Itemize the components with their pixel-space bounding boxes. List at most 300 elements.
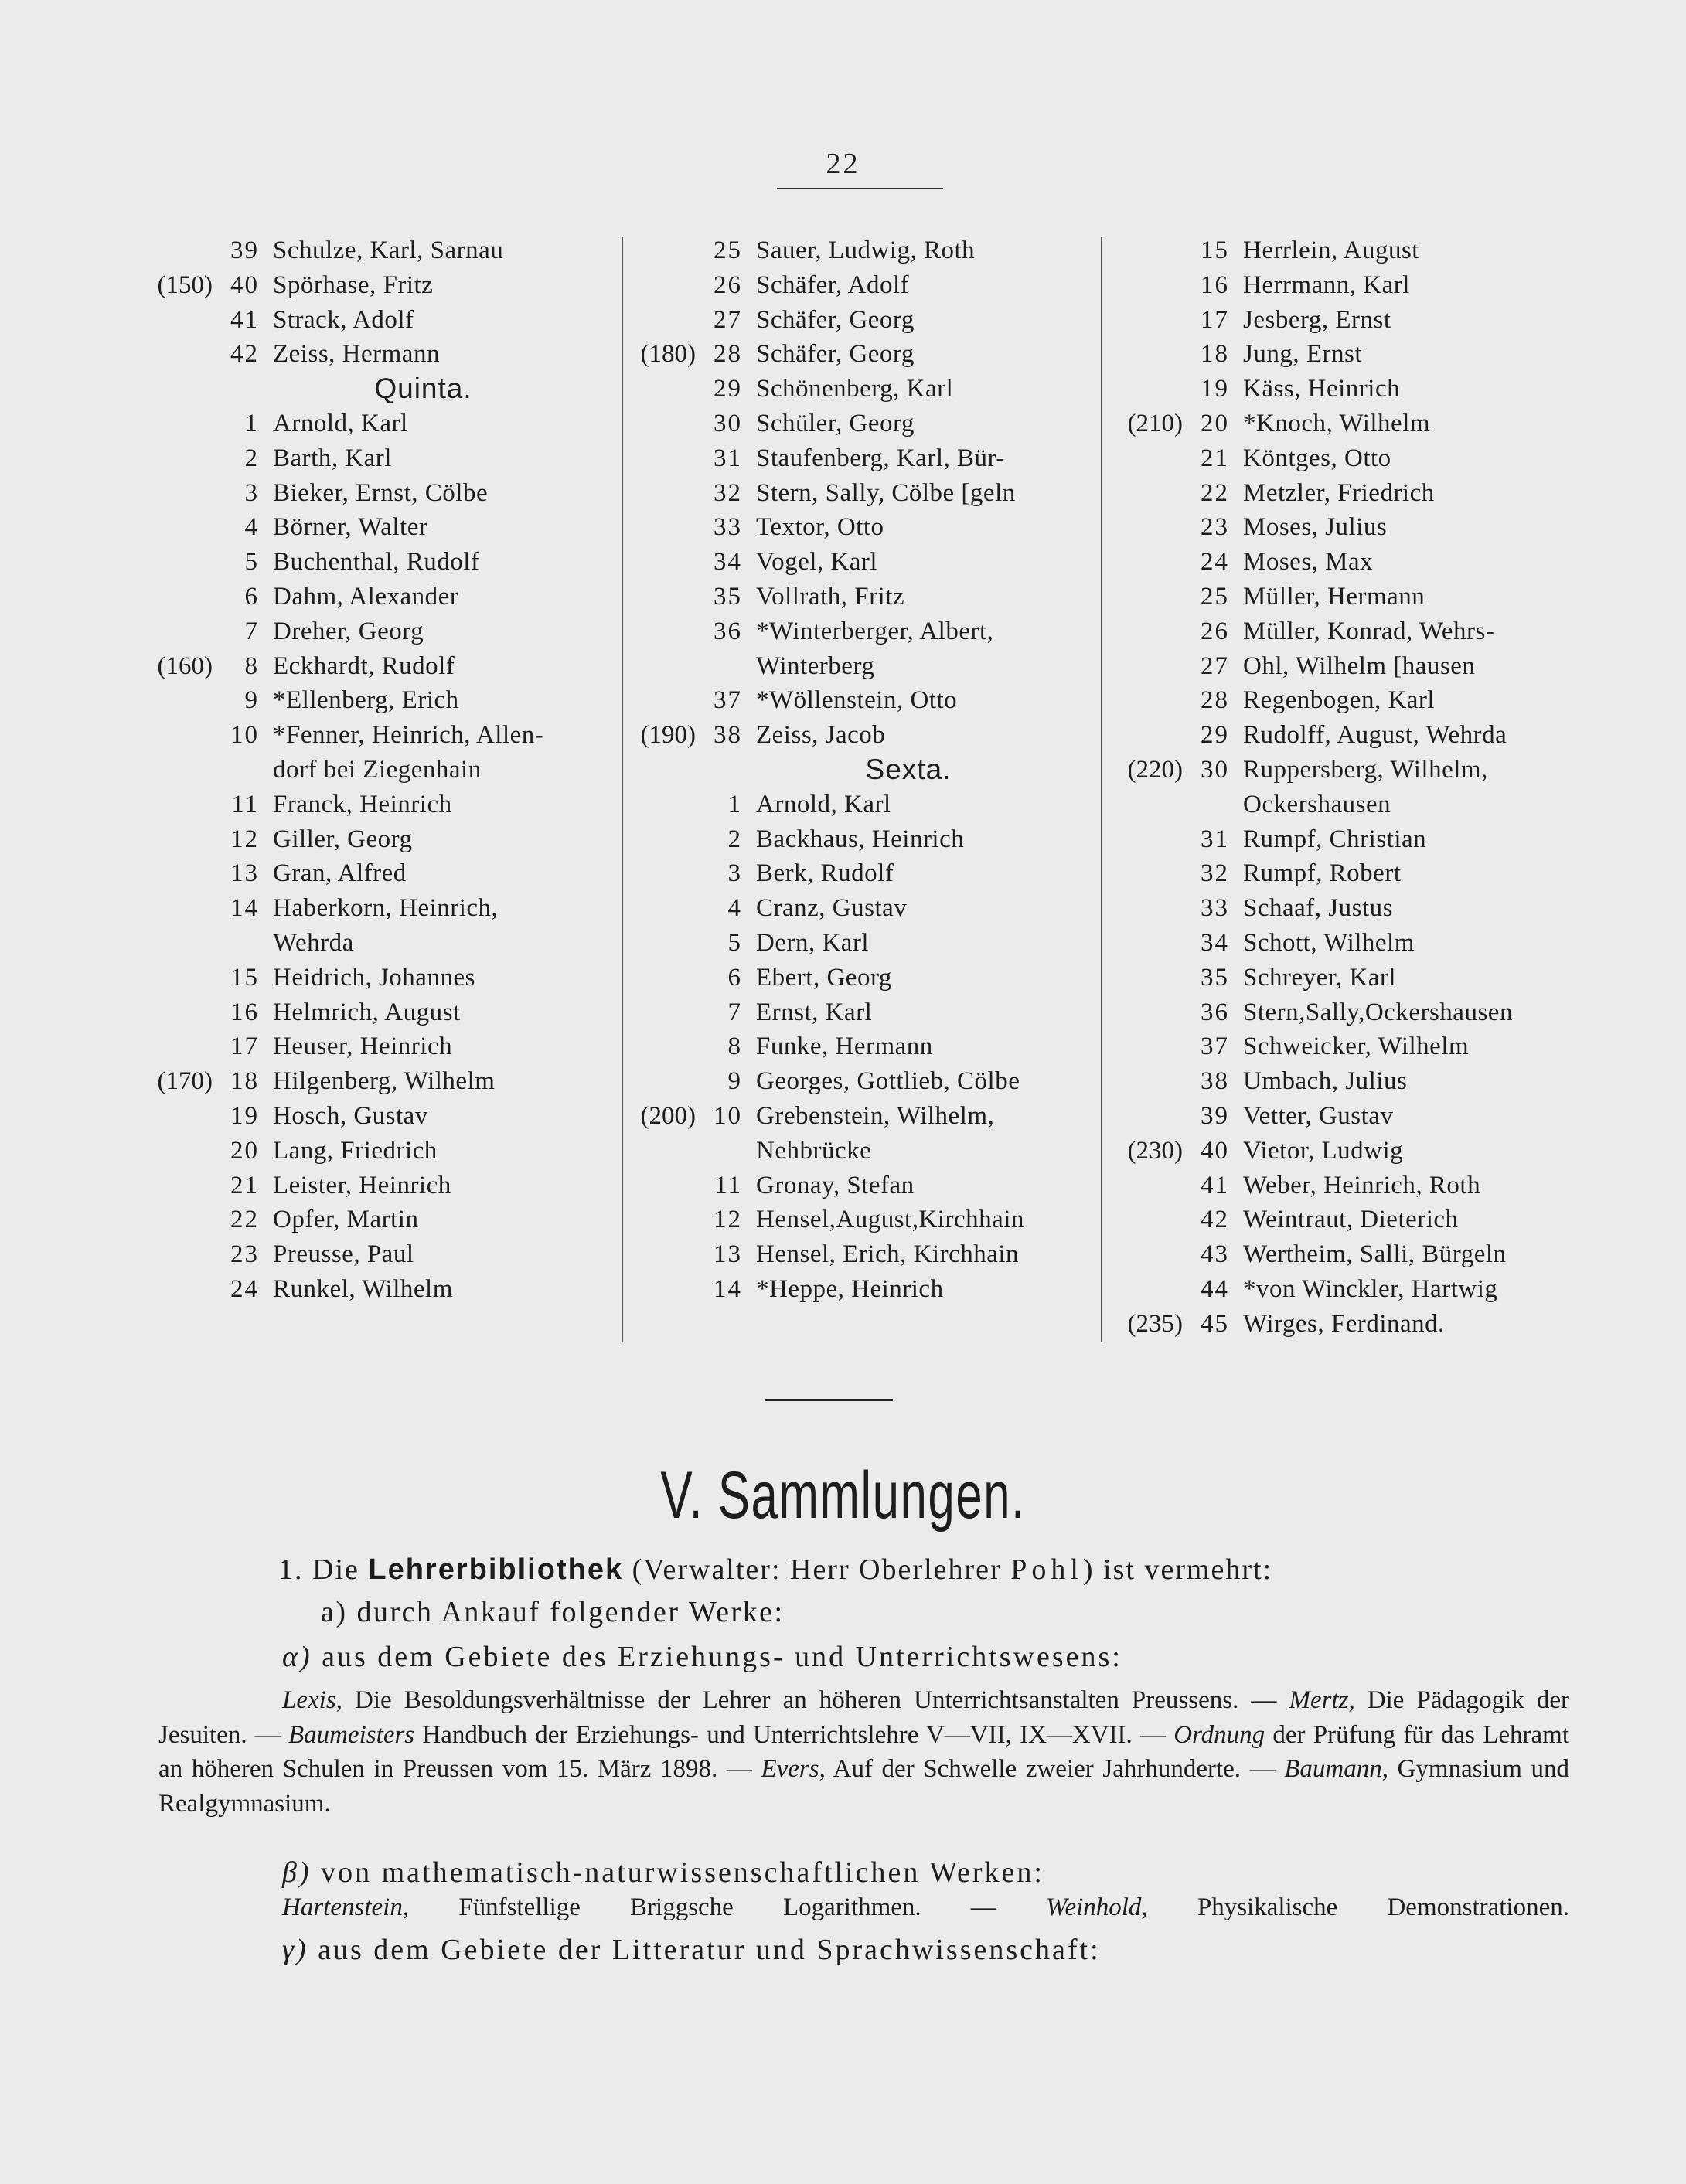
entry-number: 10 (230, 721, 259, 750)
student-name: Zeiss, Hermann (273, 340, 440, 369)
student-name: *Ellenberg, Erich (273, 686, 459, 715)
student-name: Heuser, Heinrich (273, 1032, 453, 1061)
entry-number: 12 (230, 825, 259, 853)
student-name: Vetter, Gustav (1243, 1101, 1394, 1130)
student-name: Moses, Julius (1243, 513, 1388, 542)
student-entry (622, 476, 1102, 511)
student-entry (139, 995, 615, 1030)
author-name: Baumeisters (288, 1720, 415, 1749)
student-name: Weber, Heinrich, Roth (1243, 1171, 1481, 1199)
column-2 (622, 233, 1102, 1307)
student-entry (139, 510, 615, 545)
entry-number: 1 (244, 409, 259, 437)
entry-number: 15 (230, 963, 259, 992)
student-entry (1109, 1099, 1585, 1134)
student-entry (1109, 856, 1585, 891)
student-name: *Wöllenstein, Otto (756, 686, 958, 715)
student-name: Vietor, Ludwig (1243, 1136, 1404, 1165)
student-entry (139, 303, 615, 338)
entry-number: 39 (230, 236, 259, 264)
entry-number: 9 (727, 1067, 742, 1096)
entry-number: 40 (1201, 1136, 1229, 1165)
entry-continuation: Nehbrücke (756, 1136, 872, 1165)
student-entry (622, 1099, 1102, 1134)
student-name: Dreher, Georg (273, 617, 424, 645)
alpha-label: α) (282, 1641, 312, 1673)
entry-number: 28 (1201, 686, 1229, 715)
entry-number: 24 (230, 1274, 259, 1303)
student-name: Dern, Karl (756, 928, 870, 957)
student-entry (1109, 545, 1585, 580)
student-name: Sauer, Ludwig, Roth (756, 236, 976, 264)
student-name: Schulze, Karl, Sarnau (273, 236, 504, 264)
student-name: Stern, Sally, Cölbe [geln (756, 478, 1016, 507)
student-name: Spörhase, Fritz (273, 270, 434, 299)
student-name: Ernst, Karl (756, 998, 873, 1026)
student-entry (622, 1029, 1102, 1064)
student-name: Staufenberg, Karl, Bür- (756, 444, 1005, 472)
student-name: Schreyer, Karl (1243, 963, 1397, 992)
entry-number: 15 (1201, 236, 1229, 264)
student-name: Rudolff, August, Wehrda (1243, 721, 1507, 750)
student-name: Rumpf, Christian (1243, 825, 1427, 853)
student-entry (622, 510, 1102, 545)
entry-number: 8 (244, 651, 259, 680)
student-name: Opfer, Martin (273, 1206, 419, 1234)
student-name: Wertheim, Salli, Bürgeln (1243, 1240, 1507, 1269)
student-entry (622, 337, 1102, 372)
student-entry (1109, 268, 1585, 303)
student-name: Dahm, Alexander (273, 582, 459, 611)
entry-number: 18 (1201, 340, 1229, 369)
entry-number: 31 (1201, 825, 1229, 853)
column-1 (139, 233, 615, 1307)
entry-number: 11 (231, 790, 259, 818)
student-name: Haberkorn, Heinrich, (273, 894, 499, 923)
gamma-label: γ) (282, 1934, 308, 1966)
student-entry (622, 926, 1102, 961)
entry-number: 5 (244, 548, 259, 577)
student-name: Börner, Walter (273, 513, 428, 542)
student-name: Textor, Otto (756, 513, 884, 542)
entry-number: 12 (714, 1206, 742, 1234)
entry-number: 26 (1201, 617, 1229, 645)
line-suffix: ) ist vermehrt: (1082, 1553, 1273, 1586)
student-entry (1109, 476, 1585, 511)
student-entry (1109, 1169, 1585, 1203)
student-name: Hilgenberg, Wilhelm (273, 1067, 496, 1096)
student-entry (1109, 926, 1585, 961)
entry-number: 42 (1201, 1206, 1229, 1234)
entry-number: 33 (714, 513, 742, 542)
column-3 (1109, 233, 1585, 1342)
student-name: Weintraut, Dieterich (1243, 1206, 1459, 1234)
student-name: Regenbogen, Karl (1243, 686, 1436, 715)
student-entry (622, 268, 1102, 303)
student-name: Cranz, Gustav (756, 894, 908, 923)
student-name: Rumpf, Robert (1243, 859, 1402, 888)
student-entry (1109, 718, 1585, 753)
entry-number: 22 (1201, 478, 1229, 507)
student-name: Gronay, Stefan (756, 1171, 915, 1199)
student-entry (1109, 1237, 1585, 1272)
entry-number: 24 (1201, 548, 1229, 577)
student-entry (1109, 407, 1585, 441)
student-entry (139, 268, 615, 303)
student-entry (1109, 1307, 1585, 1342)
student-name: Vollrath, Fritz (756, 582, 905, 611)
student-entry (1109, 1203, 1585, 1237)
author-name: Hartenstein, (282, 1893, 410, 1921)
page-number-rule (777, 188, 943, 189)
running-count: (220) (1127, 755, 1183, 784)
student-entry (622, 891, 1102, 926)
column-divider (1101, 237, 1102, 1342)
running-count: (200) (640, 1101, 696, 1130)
beta-works (282, 1890, 1569, 1925)
beta-line (282, 1855, 1044, 1890)
student-name: Leister, Heinrich (273, 1171, 451, 1199)
running-count: (180) (640, 340, 696, 369)
work-title: der Prüfung für das Lehramt an höheren Schulen in Preussen vom 15. März 1898. — (158, 1720, 1569, 1783)
entry-continuation: Ockershausen (1243, 790, 1391, 818)
student-name: Bieker, Ernst, Cölbe (273, 478, 489, 507)
entry-number: 25 (1201, 582, 1229, 611)
student-entry (139, 1134, 615, 1169)
student-name: Jung, Ernst (1243, 340, 1362, 369)
work-title: Gymnasium und Realgymnasium. (158, 1755, 1569, 1818)
student-entry (139, 233, 615, 268)
entry-number: 19 (230, 1101, 259, 1130)
beta-text: von mathematisch-naturwissenschaftlichen Werken: (311, 1856, 1044, 1889)
student-entry (622, 233, 1102, 268)
student-entry (139, 1029, 615, 1064)
alpha-text: aus dem Gebiete des Erziehungs- und Unterrichtswesens: (312, 1641, 1122, 1673)
student-entry (1109, 1134, 1585, 1169)
entry-number: 32 (1201, 859, 1229, 888)
student-entry (622, 1064, 1102, 1099)
student-entry (139, 1064, 615, 1099)
student-entry (139, 1169, 615, 1203)
student-name: Arnold, Karl (273, 409, 408, 437)
entry-number: 20 (230, 1136, 259, 1165)
librarian-name: Pohl (1010, 1553, 1083, 1586)
entry-number: 2 (244, 444, 259, 472)
entry-number: 35 (714, 582, 742, 611)
student-entry (139, 649, 615, 684)
student-name: Schüler, Georg (756, 409, 915, 437)
entry-number: 36 (1201, 998, 1229, 1026)
entry-number: 2 (727, 825, 742, 853)
student-name: Schäfer, Georg (756, 340, 915, 369)
entry-number: 23 (230, 1240, 259, 1269)
student-entry (1109, 372, 1585, 407)
student-entry (139, 1237, 615, 1272)
student-entry (1109, 753, 1585, 788)
work-title: Handbuch der Erziehungs- und Unterrichtslehre V—VII, IX—XVII. — (414, 1720, 1174, 1749)
entry-number: 29 (714, 375, 742, 403)
running-count: (210) (1127, 409, 1183, 437)
student-entry (622, 822, 1102, 857)
student-name: Käss, Heinrich (1243, 375, 1401, 403)
alpha-line (282, 1639, 1596, 1675)
student-name: Backhaus, Heinrich (756, 825, 965, 853)
student-name: Zeiss, Jacob (756, 721, 886, 750)
running-count: (170) (157, 1067, 213, 1096)
student-entry (622, 856, 1102, 891)
entry-number: 35 (1201, 963, 1229, 992)
student-entry (1109, 1272, 1585, 1307)
student-name: Umbach, Julius (1243, 1067, 1408, 1096)
line-middle: (Verwalter: Herr Oberlehrer (623, 1553, 1011, 1586)
entry-number: 37 (1201, 1032, 1229, 1061)
student-name: Moses, Max (1243, 548, 1374, 577)
student-name: Gran, Alfred (273, 859, 407, 888)
student-entry (622, 580, 1102, 614)
student-entry (622, 788, 1102, 822)
student-entry (1109, 441, 1585, 476)
work-title: Physikalische Demonstrationen. (1147, 1893, 1569, 1921)
student-entry (1109, 337, 1585, 372)
student-entry (139, 1203, 615, 1237)
student-name: Preusse, Paul (273, 1240, 414, 1269)
running-count: (235) (1127, 1309, 1183, 1338)
student-name: *Fenner, Heinrich, Allen- (273, 721, 544, 750)
entry-number: 31 (714, 444, 742, 472)
student-entry (1109, 1064, 1585, 1099)
entry-number: 28 (714, 340, 742, 369)
entry-number: 14 (230, 894, 259, 923)
student-name: Funke, Hermann (756, 1032, 933, 1061)
entry-number: 32 (714, 478, 742, 507)
student-name: Hosch, Gustav (273, 1101, 428, 1130)
entry-number: 18 (230, 1067, 259, 1096)
student-name: Strack, Adolf (273, 305, 414, 334)
entry-number: 37 (714, 686, 742, 715)
student-entry (622, 441, 1102, 476)
student-name: Ruppersberg, Wilhelm, (1243, 755, 1488, 784)
entry-number: 42 (230, 340, 259, 369)
student-entry (622, 303, 1102, 338)
student-entry (139, 961, 615, 995)
student-entry (139, 788, 615, 822)
entry-number: 17 (230, 1032, 259, 1061)
alpha-works (158, 1683, 1569, 1821)
entry-number: 7 (244, 617, 259, 645)
entry-number: 38 (714, 721, 742, 750)
author-name: Lexis, (282, 1686, 342, 1714)
student-entry (139, 822, 615, 857)
student-entry (622, 1203, 1102, 1237)
student-name: Schäfer, Georg (756, 305, 915, 334)
entry-number: 13 (230, 859, 259, 888)
entry-number: 27 (1201, 651, 1229, 680)
student-entry (1109, 614, 1585, 649)
work-title: Die Pädagogik der Jesuiten. — (158, 1686, 1569, 1749)
student-name: Stern,Sally,Ockershausen (1243, 998, 1513, 1026)
student-entry (139, 337, 615, 372)
entry-number: 7 (727, 998, 742, 1026)
student-entry (139, 614, 615, 649)
entry-number: 34 (1201, 928, 1229, 957)
entry-number: 27 (714, 305, 742, 334)
student-name: Barth, Karl (273, 444, 392, 472)
class-heading: Sexta. (865, 753, 952, 785)
student-name: Vogel, Karl (756, 548, 878, 577)
student-entry (139, 718, 615, 753)
entry-number: 5 (727, 928, 742, 957)
library-heading: Lehrerbibliothek (368, 1553, 624, 1586)
author-name: Mertz, (1289, 1686, 1355, 1714)
student-name: Herrlein, August (1243, 236, 1419, 264)
entry-number: 43 (1201, 1240, 1229, 1269)
gamma-text: aus dem Gebiete der Litteratur und Sprachwissenschaft: (308, 1934, 1101, 1966)
student-name: Ebert, Georg (756, 963, 892, 992)
student-entry (622, 614, 1102, 649)
entry-number: 25 (714, 236, 742, 264)
entry-number: 36 (714, 617, 742, 645)
student-entry (139, 545, 615, 580)
student-name: Köntges, Otto (1243, 444, 1391, 472)
student-name: Eckhardt, Rudolf (273, 651, 455, 680)
entry-number: 41 (230, 305, 259, 334)
entry-number: 9 (244, 686, 259, 715)
student-entry (622, 718, 1102, 753)
student-name: Giller, Georg (273, 825, 413, 853)
entry-number: 20 (1201, 409, 1229, 437)
entry-number: 39 (1201, 1101, 1229, 1130)
student-name: Buchenthal, Rudolf (273, 548, 480, 577)
student-name: *Knoch, Wilhelm (1243, 409, 1431, 437)
work-title: Auf der Schwelle zweier Jahrhunderte. — (825, 1755, 1285, 1783)
student-name: Müller, Hermann (1243, 582, 1425, 611)
student-name: Franck, Heinrich (273, 790, 452, 818)
entry-number: 3 (727, 859, 742, 888)
student-entry (139, 476, 615, 511)
student-entry (1109, 961, 1585, 995)
student-name: Berk, Rudolf (756, 859, 894, 888)
student-entry (1109, 303, 1585, 338)
student-name: Schaaf, Justus (1243, 894, 1393, 923)
gamma-line (282, 1932, 1101, 1968)
running-count: (190) (640, 721, 696, 750)
author-name: Baumann, (1284, 1755, 1388, 1783)
entry-number: 19 (1201, 375, 1229, 403)
student-entry (139, 856, 615, 891)
student-list (139, 233, 1585, 1342)
student-entry (1109, 233, 1585, 268)
entry-continuation: Winterberg (756, 651, 875, 680)
beta-label: β) (282, 1856, 312, 1889)
student-name: Schönenberg, Karl (756, 375, 954, 403)
student-name: Ohl, Wilhelm [hausen (1243, 651, 1476, 680)
entry-continuation: dorf bei Ziegenhain (273, 755, 482, 784)
student-entry (622, 995, 1102, 1030)
student-name: Lang, Friedrich (273, 1136, 438, 1165)
student-entry (622, 1237, 1102, 1272)
student-entry (139, 441, 615, 476)
work-title: Fünfstellige Briggsche Logarithmen. — (409, 1893, 1046, 1921)
student-entry (1109, 683, 1585, 718)
entry-continuation: Wehrda (273, 928, 354, 957)
entry-number: 4 (244, 513, 259, 542)
entry-number: 4 (727, 894, 742, 923)
running-count: (160) (157, 651, 213, 680)
student-name: Hensel,August,Kirchhain (756, 1206, 1024, 1234)
entry-number: 10 (714, 1101, 742, 1130)
entry-number: 1 (727, 790, 742, 818)
student-name: Müller, Konrad, Wehrs- (1243, 617, 1495, 645)
student-entry (622, 545, 1102, 580)
running-count: (150) (157, 270, 213, 299)
student-entry (622, 1272, 1102, 1307)
student-entry (139, 407, 615, 441)
student-name: Schott, Wilhelm (1243, 928, 1415, 957)
author-name: Ordnung (1173, 1720, 1265, 1749)
author-name: Evers, (761, 1755, 826, 1783)
student-name: Hensel, Erich, Kirchhain (756, 1240, 1020, 1269)
student-entry (139, 1272, 615, 1307)
entry-number: 33 (1201, 894, 1229, 923)
student-entry (1109, 995, 1585, 1030)
library-line (278, 1552, 1608, 1587)
student-entry (1109, 891, 1585, 926)
entry-number: 29 (1201, 721, 1229, 750)
entry-number: 41 (1201, 1171, 1229, 1199)
entry-number: 26 (714, 270, 742, 299)
student-name: Runkel, Wilhelm (273, 1274, 453, 1303)
student-entry (1109, 822, 1585, 857)
student-entry (1109, 649, 1585, 684)
work-title: Die Besoldungsverhältnisse der Lehrer an höheren Unterrichtsanstalten Preussens. — (342, 1686, 1289, 1714)
entry-number: 14 (714, 1274, 742, 1303)
section-rule (765, 1399, 893, 1401)
entry-number: 16 (1201, 270, 1229, 299)
purchase-line: a) durch Ankauf folgender Werke: (321, 1596, 785, 1628)
entry-number: 30 (714, 409, 742, 437)
student-entry (1109, 580, 1585, 614)
entry-number: 13 (714, 1240, 742, 1269)
student-entry (622, 961, 1102, 995)
student-entry (622, 1169, 1102, 1203)
line-prefix: 1. Die (278, 1553, 369, 1586)
student-entry (139, 683, 615, 718)
entry-number: 21 (230, 1171, 259, 1199)
entry-number: 40 (230, 270, 259, 299)
entry-number: 30 (1201, 755, 1229, 784)
student-name: Georges, Gottlieb, Cölbe (756, 1067, 1020, 1096)
student-name: Heidrich, Johannes (273, 963, 475, 992)
student-entry (139, 891, 615, 926)
student-entry (1109, 510, 1585, 545)
student-entry (622, 372, 1102, 407)
student-name: *von Winckler, Hartwig (1243, 1274, 1498, 1303)
entry-number: 6 (727, 963, 742, 992)
entry-number: 11 (714, 1171, 742, 1199)
student-entry (139, 1099, 615, 1134)
entry-number: 22 (230, 1206, 259, 1234)
student-entry (1109, 1029, 1585, 1064)
entry-number: 38 (1201, 1067, 1229, 1096)
entry-number: 23 (1201, 513, 1229, 542)
running-count: (230) (1127, 1136, 1183, 1165)
class-heading: Quinta. (374, 373, 472, 405)
student-name: Jesberg, Ernst (1243, 305, 1391, 334)
student-name: Wirges, Ferdinand. (1243, 1309, 1445, 1338)
entry-number: 17 (1201, 305, 1229, 334)
entry-number: 3 (244, 478, 259, 507)
student-name: Helmrich, August (273, 998, 461, 1026)
